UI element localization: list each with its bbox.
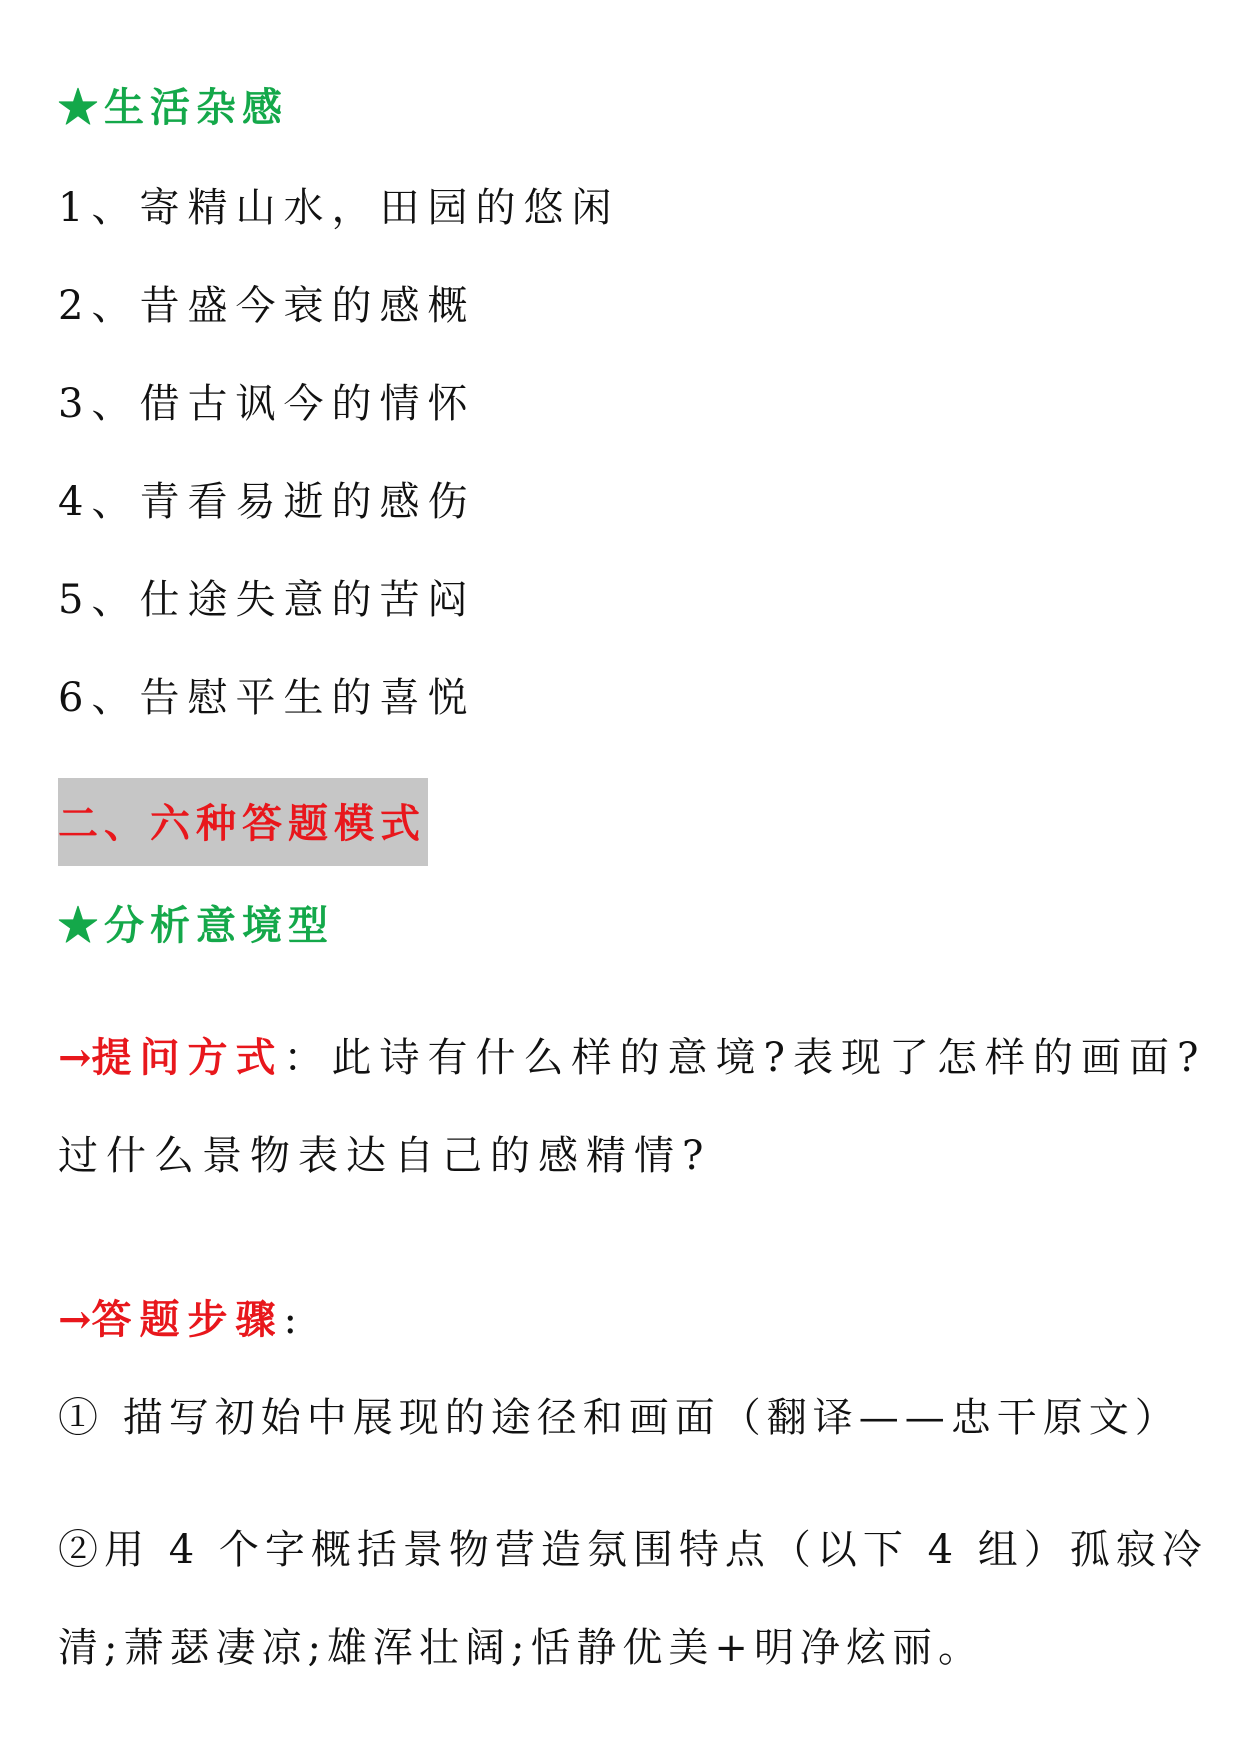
list-item: 3、借古讽今的情怀 <box>58 381 476 427</box>
list-item: 4、青看易逝的感伤 <box>58 479 476 525</box>
steps-heading <box>58 1296 305 1344</box>
section-heading-life: ★生活杂感 <box>58 84 288 131</box>
question-line-2: 过什么景物表达自己的感精情? <box>58 1133 712 1179</box>
step-2-line-2: 清;萧瑟凄凉;雄浑壮阔;恬静优美+明净炫丽。 <box>58 1625 984 1671</box>
steps-label: 答题步骤 <box>91 1296 284 1343</box>
step-2-line-1: ②用 4 个字概括景物营造氛围特点（以下 4 组）孤寂冷 <box>58 1527 1208 1573</box>
question-text: ：此诗有什么样的意境?表现了怎样的画面? <box>283 1035 1207 1081</box>
list-item: 1、寄精山水，田园的悠闲 <box>58 185 620 231</box>
section-title: 二、六种答题模式 <box>58 800 426 847</box>
step-1: ① 描写初始中展现的途径和画面（翻译——忠干原文） <box>58 1395 1181 1441</box>
arrow-icon: → <box>58 1034 92 1081</box>
steps-colon: : <box>283 1297 305 1343</box>
list-item: 5、仕途失意的苦闷 <box>58 577 476 623</box>
subsection-heading-mood: ★分析意境型 <box>58 902 334 949</box>
list-item: 6、告慰平生的喜悦 <box>58 675 476 721</box>
question-line-1 <box>58 1034 1206 1082</box>
arrow-icon: → <box>58 1296 92 1343</box>
question-label: 提问方式 <box>91 1034 284 1081</box>
list-item: 2、昔盛今衰的感概 <box>58 283 476 329</box>
